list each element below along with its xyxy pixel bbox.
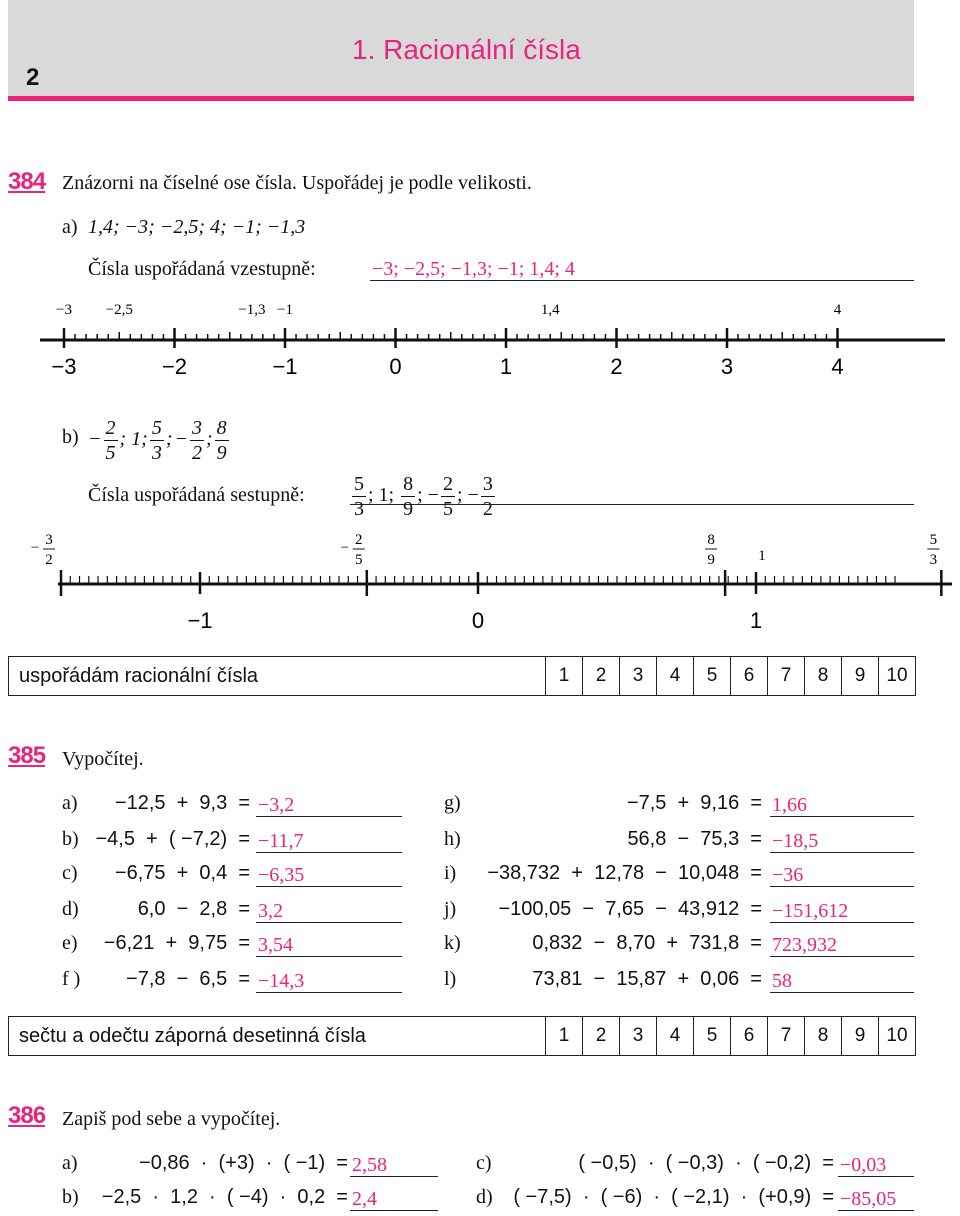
answer: 58 (772, 970, 792, 992)
item-label: d) (476, 1186, 493, 1208)
fraction (150, 418, 164, 463)
answer-line (256, 852, 402, 853)
skill-cell[interactable]: 9 (841, 657, 878, 695)
skill-cell[interactable]: 7 (767, 1017, 804, 1055)
point-label: −2,5 (105, 302, 133, 318)
fraction (401, 474, 415, 519)
point-label: 4 (833, 302, 842, 318)
item-label: a) (62, 1152, 78, 1174)
exercise-number-385: 385 (8, 742, 46, 769)
fraction-numerator: 2 (442, 473, 453, 495)
point-label: 1,4 (540, 302, 560, 318)
answer: 3,2 (258, 900, 283, 922)
skill-cell[interactable]: 8 (804, 1017, 841, 1055)
item-label: f ) (62, 968, 81, 990)
minus-sign: − (88, 428, 102, 451)
skill-cell[interactable]: 4 (656, 657, 693, 695)
point-denominator: 3 (929, 552, 938, 568)
skill-cell[interactable]: 1 (545, 657, 582, 695)
answer: −18,5 (772, 830, 819, 852)
point-label: −3 (56, 302, 72, 318)
answer: −14,3 (258, 970, 305, 992)
axis-label: 4 (831, 354, 844, 379)
item-label: l) (444, 968, 457, 990)
item-label: e) (62, 932, 78, 954)
answer-line (770, 956, 914, 957)
page-number: 2 (26, 64, 40, 91)
skill-cell[interactable]: 3 (619, 657, 656, 695)
number-line-a (0, 290, 960, 390)
item-label: b) (62, 1186, 79, 1208)
answer-line (838, 1210, 914, 1211)
chapter-title: 1. Racionální čísla (352, 34, 581, 65)
point-sign: − (340, 540, 350, 556)
skill-cell[interactable]: 4 (656, 1017, 693, 1055)
expression: −0,86 · (+3) · ( −1) = (139, 1152, 348, 1174)
answer-line (370, 280, 914, 281)
point-numerator: 8 (707, 532, 715, 548)
header-rule (8, 96, 914, 101)
minus-sign: − (174, 428, 188, 451)
fraction (190, 418, 204, 463)
point-numerator: 2 (355, 532, 363, 548)
expression: −6,75 + 0,4 = (114, 862, 250, 884)
item-label: i) (444, 862, 457, 884)
skill-cell[interactable]: 9 (841, 1017, 878, 1055)
axis-label: −3 (51, 354, 77, 379)
axis-label: 1 (499, 354, 513, 379)
skill-cell[interactable]: 6 (730, 1017, 767, 1055)
item-label: d) (62, 898, 79, 920)
answer-line (770, 992, 914, 993)
skill-cell[interactable]: 1 (545, 1017, 582, 1055)
skill-cell[interactable]: 2 (582, 1017, 619, 1055)
answer: −6,35 (258, 864, 305, 886)
answer-line (350, 504, 914, 505)
expression: ( −0,5) · ( −0,3) · ( −0,2) = (578, 1152, 834, 1174)
exercise-385-instruction: Vypočítej. (62, 748, 144, 770)
point-label: 1 (758, 548, 766, 564)
fraction (441, 474, 455, 519)
part-b-label: b) (62, 426, 79, 448)
skill-label: uspořádám racionální čísla (19, 665, 259, 687)
expression: −38,732 + 12,78 − 10,048 = (487, 862, 762, 884)
answer: 2,58 (352, 1154, 387, 1176)
fraction (104, 418, 118, 463)
fraction-numerator: 2 (105, 417, 116, 439)
answer: −85,05 (840, 1188, 897, 1210)
exercise-number-386: 386 (8, 1102, 46, 1129)
fraction (352, 474, 366, 519)
item-label: g) (444, 792, 461, 814)
skill-cell[interactable]: 2 (582, 657, 619, 695)
answer-line (770, 886, 914, 887)
point-denominator: 9 (707, 552, 715, 568)
item-label: c) (62, 862, 78, 884)
answer: −151,612 (772, 900, 849, 922)
fraction-denominator: 2 (192, 442, 202, 464)
separator: ; − (417, 484, 439, 507)
skill-cell[interactable]: 5 (693, 1017, 730, 1055)
part-a-label: a) (62, 216, 78, 238)
skill-cell[interactable]: 10 (878, 1017, 915, 1055)
axis-label: 2 (610, 354, 623, 379)
answer-line (770, 816, 914, 817)
answer-line (256, 922, 402, 923)
expression: 6,0 − 2,8 = (137, 898, 250, 920)
answer: −3,2 (258, 794, 295, 816)
part-b-prompt: Čísla uspořádaná sestupně: (88, 484, 305, 506)
point-label: −1 (277, 302, 293, 318)
point-denominator: 2 (45, 552, 53, 568)
item-label: b) (62, 828, 79, 850)
expression: −4,5 + ( −7,2) = (95, 828, 250, 850)
item-label: j) (444, 898, 457, 920)
fraction-numerator: 8 (403, 473, 414, 495)
expression: 0,832 − 8,70 + 731,8 = (532, 932, 762, 954)
axis-label: −1 (272, 354, 298, 379)
expression: 73,81 − 15,87 + 0,06 = (532, 968, 762, 990)
point-sign: − (30, 540, 40, 556)
answer-line (350, 1176, 438, 1177)
point-numerator: 3 (45, 532, 53, 548)
part-a-prompt: Čísla uspořádaná vzestupně: (88, 258, 316, 280)
fraction-denominator: 5 (442, 498, 453, 520)
item-label: c) (476, 1152, 492, 1174)
part-b-fraction-list (88, 418, 229, 463)
separator: ; 1; (119, 428, 148, 451)
expression: 56,8 − 75,3 = (627, 828, 762, 850)
axis-label: 3 (720, 354, 734, 379)
fraction-denominator: 9 (216, 442, 227, 464)
part-b-answer (352, 474, 495, 519)
expression: −2,5 · 1,2 · ( −4) · 0,2 = (101, 1186, 348, 1208)
point-numerator: 5 (929, 532, 938, 548)
skill-label: sečtu a odečtu záporná desetinná čísla (19, 1025, 366, 1047)
skill-cell[interactable]: 5 (693, 657, 730, 695)
separator: ; (206, 428, 213, 451)
expression: ( −7,5) · ( −6) · ( −2,1) · (+0,9) = (513, 1186, 834, 1208)
fraction-denominator: 3 (354, 498, 364, 520)
fraction-numerator: 8 (216, 417, 227, 439)
point-denominator: 5 (355, 552, 363, 568)
answer: 1,66 (772, 794, 807, 816)
fraction (481, 474, 495, 519)
item-label: h) (444, 828, 461, 850)
fraction-numerator: 5 (151, 417, 162, 439)
skill-cell[interactable]: 8 (804, 657, 841, 695)
separator: ; (165, 428, 173, 451)
answer-line (256, 886, 402, 887)
part-a-number-list: 1,4; −3; −2,5; 4; −1; −1,3 (88, 216, 306, 238)
axis-label: −2 (161, 354, 188, 379)
fraction-denominator: 9 (403, 498, 414, 520)
fraction-numerator: 3 (482, 473, 493, 495)
axis-label: 0 (389, 354, 402, 379)
skill-box-385 (8, 1016, 916, 1056)
fraction-denominator: 5 (105, 442, 116, 464)
separator: ; 1; (368, 484, 400, 507)
answer-line (838, 1176, 914, 1177)
skill-cell[interactable]: 6 (730, 657, 767, 695)
answer: −11,7 (258, 830, 304, 852)
exercise-384-instruction: Znázorni na číselné ose čísla. Uspořádej je podle velikosti. (62, 172, 532, 194)
axis-label: 1 (749, 608, 763, 633)
answer: 3,54 (258, 934, 293, 956)
answer-line (256, 956, 402, 957)
expression: −12,5 + 9,3 = (114, 792, 250, 814)
separator: ; − (456, 484, 479, 507)
expression: −100,05 − 7,65 − 43,912 = (498, 898, 762, 920)
fraction-denominator: 2 (482, 498, 493, 520)
fraction-denominator: 3 (151, 442, 162, 464)
fraction-numerator: 3 (192, 417, 202, 439)
answer: 723,932 (772, 934, 837, 956)
expression: −7,8 − 6,5 = (126, 968, 250, 990)
answer-line (770, 852, 914, 853)
fraction (215, 418, 229, 463)
part-a-answer: −3; −2,5; −1,3; −1; 1,4; 4 (372, 258, 575, 280)
skill-box-384 (8, 656, 916, 696)
axis-label: 0 (471, 608, 485, 633)
answer: −36 (772, 864, 804, 886)
axis-label: −1 (187, 608, 213, 633)
skill-cell[interactable]: 7 (767, 657, 804, 695)
number-line-b (0, 530, 960, 640)
expression: −7,5 + 9,16 = (626, 792, 762, 814)
answer-line (350, 1210, 438, 1211)
fraction-numerator: 5 (354, 473, 364, 495)
point-label: −1,3 (238, 302, 266, 318)
answer-line (770, 922, 914, 923)
answer-line (256, 992, 402, 993)
exercise-386-instruction: Zapiš pod sebe a vypočítej. (62, 1108, 281, 1130)
exercise-number-384: 384 (8, 168, 46, 195)
expression: −6,21 + 9,75 = (103, 932, 250, 954)
answer-line (256, 816, 402, 817)
answer: 2,4 (352, 1188, 377, 1210)
skill-cell[interactable]: 10 (878, 657, 915, 695)
item-label: a) (62, 792, 78, 814)
answer: −0,03 (840, 1154, 887, 1176)
item-label: k) (444, 932, 461, 954)
skill-cell[interactable]: 3 (619, 1017, 656, 1055)
